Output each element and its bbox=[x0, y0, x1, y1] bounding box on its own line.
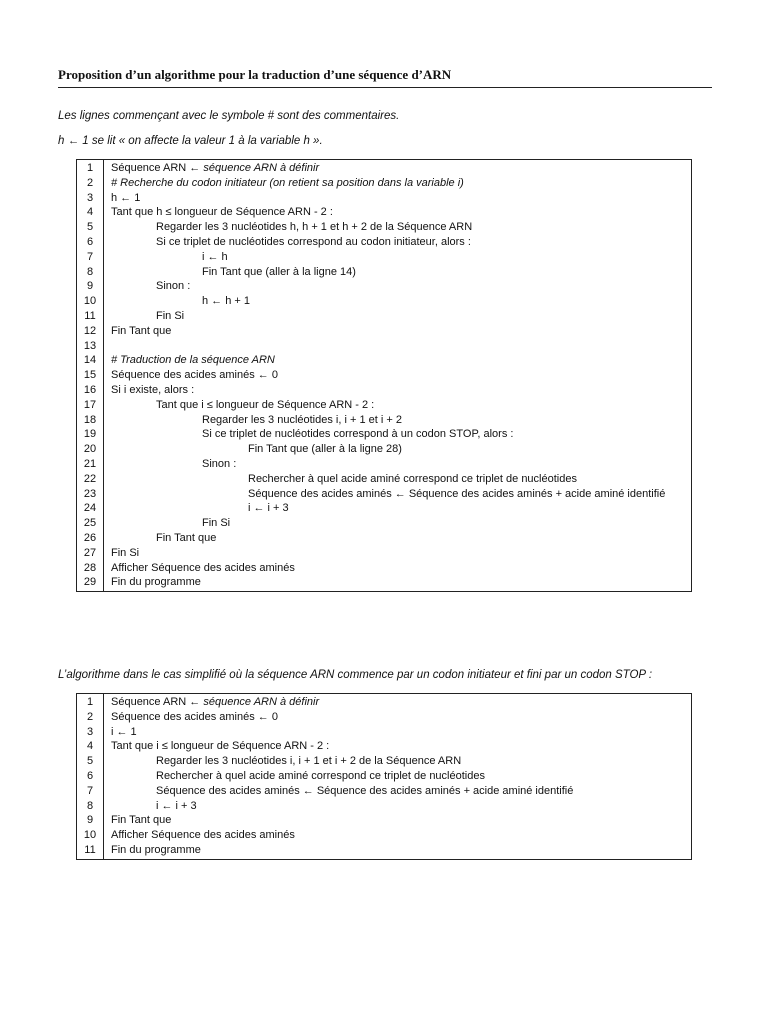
code-content bbox=[111, 488, 665, 500]
code-content bbox=[111, 428, 513, 440]
code-line bbox=[77, 769, 692, 784]
assignment-note: h ← 1 se lit « on affecte la valeur 1 à la variable h ». bbox=[58, 135, 323, 147]
line-number: 10 bbox=[77, 294, 104, 309]
line-number: 14 bbox=[77, 353, 104, 368]
code-line bbox=[77, 383, 692, 398]
code-line bbox=[77, 546, 692, 561]
line-number: 4 bbox=[77, 739, 104, 754]
code-content bbox=[111, 310, 184, 322]
line-number: 3 bbox=[77, 191, 104, 206]
code-line bbox=[77, 457, 692, 472]
code-text: Séquence ARN ← bbox=[111, 162, 204, 174]
code-text: Séquence des acides aminés ← 0 bbox=[111, 710, 278, 723]
code-italic-text: # Recherche du codon initiateur (on retient sa position dans la variable i) bbox=[111, 176, 464, 189]
line-code bbox=[104, 799, 692, 814]
code-italic-text: séquence ARN à définir bbox=[203, 696, 320, 708]
line-number: 29 bbox=[77, 575, 104, 591]
code-content bbox=[111, 770, 485, 782]
code-italic-text: # Traduction de la séquence ARN bbox=[111, 354, 275, 367]
code-text: h ← h + 1 bbox=[202, 295, 251, 308]
code-text: Tant que h ≤ longueur de Séquence ARN - 2 : bbox=[111, 206, 333, 219]
comments-note: Les lignes commençant avec le symbole # sont des commentaires. bbox=[58, 110, 400, 122]
line-code bbox=[104, 694, 692, 710]
line-code bbox=[104, 710, 692, 725]
line-code bbox=[104, 160, 692, 176]
code-line bbox=[77, 265, 692, 280]
code-line bbox=[77, 487, 692, 502]
code-line bbox=[77, 353, 692, 368]
line-code bbox=[104, 516, 692, 531]
line-number: 26 bbox=[77, 531, 104, 546]
code-text: Regarder les 3 nucléotides h, h + 1 et h + 2 de la Séquence ARN bbox=[156, 221, 473, 234]
code-text: Fin Tant que (aller à la ligne 28) bbox=[248, 443, 402, 456]
code-line bbox=[77, 160, 692, 176]
code-text: Fin du programme bbox=[111, 576, 201, 589]
code-line bbox=[77, 843, 692, 859]
line-code bbox=[104, 279, 692, 294]
code-line bbox=[77, 575, 692, 591]
code-text: Si ce triplet de nucléotides correspond à un codon STOP, alors : bbox=[202, 428, 514, 441]
code-text: Regarder les 3 nucléotides i, i + 1 et i + 2 bbox=[202, 413, 402, 426]
code-content bbox=[111, 502, 289, 514]
line-code bbox=[104, 250, 692, 265]
code-line bbox=[77, 501, 692, 516]
code-line bbox=[77, 828, 692, 843]
line-code bbox=[104, 265, 692, 280]
code-content bbox=[111, 162, 319, 174]
code-content bbox=[111, 576, 201, 588]
code-line bbox=[77, 294, 692, 309]
line-code bbox=[104, 828, 692, 843]
code-line bbox=[77, 561, 692, 576]
line-number: 18 bbox=[77, 413, 104, 428]
simplified-note: L’algorithme dans le cas simplifié où la séquence ARN commence par un codon initiateur et fini par un codon STOP : bbox=[58, 669, 653, 681]
line-code bbox=[104, 220, 692, 235]
code-content bbox=[111, 800, 197, 812]
code-line bbox=[77, 176, 692, 191]
code-content bbox=[111, 517, 230, 529]
code-text: Regarder les 3 nucléotides i, i + 1 et i + 2 de la Séquence ARN bbox=[156, 755, 462, 768]
line-number: 22 bbox=[77, 472, 104, 487]
line-number: 27 bbox=[77, 546, 104, 561]
line-number: 6 bbox=[77, 235, 104, 250]
line-code bbox=[104, 531, 692, 546]
line-code bbox=[104, 501, 692, 516]
line-code bbox=[104, 813, 692, 828]
line-code bbox=[104, 487, 692, 502]
line-code bbox=[104, 294, 692, 309]
line-code bbox=[104, 176, 692, 191]
code-content bbox=[111, 251, 228, 263]
line-code bbox=[104, 843, 692, 859]
code-text: i ← i + 3 bbox=[156, 799, 197, 812]
code-line bbox=[77, 472, 692, 487]
code-line bbox=[77, 279, 692, 294]
line-number: 6 bbox=[77, 769, 104, 784]
line-code bbox=[104, 739, 692, 754]
code-line bbox=[77, 442, 692, 457]
code-content bbox=[111, 280, 190, 292]
code-content bbox=[111, 532, 216, 544]
code-line bbox=[77, 739, 692, 754]
line-number: 10 bbox=[77, 828, 104, 843]
code-line bbox=[77, 191, 692, 206]
code-text: Tant que i ≤ longueur de Séquence ARN - 2 : bbox=[111, 740, 330, 753]
code-text: h ← 1 bbox=[111, 191, 141, 204]
code-line bbox=[77, 220, 692, 235]
line-code bbox=[104, 353, 692, 368]
code-content bbox=[111, 562, 295, 574]
line-code bbox=[104, 339, 692, 354]
code-content bbox=[111, 414, 402, 426]
code-content bbox=[111, 711, 278, 723]
line-number: 16 bbox=[77, 383, 104, 398]
code-line bbox=[77, 784, 692, 799]
code-text: Rechercher à quel acide aminé correspond ce triplet de nucléotides bbox=[156, 769, 485, 782]
code-text: i ← i + 3 bbox=[248, 502, 289, 515]
code-italic-text: séquence ARN à définir bbox=[203, 162, 320, 174]
line-code bbox=[104, 235, 692, 250]
code-content bbox=[111, 221, 472, 233]
code-text: Sinon : bbox=[156, 280, 191, 293]
code-text: i ← 1 bbox=[111, 725, 137, 738]
line-code bbox=[104, 546, 692, 561]
code-text: Fin Si bbox=[156, 309, 185, 322]
line-number: 24 bbox=[77, 501, 104, 516]
code-text: Fin Tant que bbox=[156, 531, 217, 544]
code-line bbox=[77, 413, 692, 428]
line-number: 7 bbox=[77, 784, 104, 799]
code-content bbox=[111, 295, 250, 307]
code-text: Afficher Séquence des acides aminés bbox=[111, 561, 295, 574]
line-code bbox=[104, 205, 692, 220]
line-code bbox=[104, 368, 692, 383]
line-number: 2 bbox=[77, 176, 104, 191]
line-code bbox=[104, 784, 692, 799]
code-content bbox=[111, 192, 140, 204]
code-content bbox=[111, 369, 278, 381]
code-line bbox=[77, 427, 692, 442]
line-number: 8 bbox=[77, 265, 104, 280]
line-number: 23 bbox=[77, 487, 104, 502]
code-content bbox=[111, 325, 171, 337]
code-text: Si i existe, alors : bbox=[111, 383, 195, 396]
code-content bbox=[111, 726, 137, 738]
code-line bbox=[77, 531, 692, 546]
code-line bbox=[77, 694, 692, 710]
code-line bbox=[77, 235, 692, 250]
line-code bbox=[104, 427, 692, 442]
code-content bbox=[111, 177, 464, 189]
code-text: Fin Si bbox=[202, 517, 231, 530]
line-code bbox=[104, 725, 692, 740]
code-line bbox=[77, 205, 692, 220]
line-number: 28 bbox=[77, 561, 104, 576]
line-code bbox=[104, 191, 692, 206]
line-number: 11 bbox=[77, 309, 104, 324]
code-text: Séquence des acides aminés ← Séquence des acides aminés + acide aminé identifié bbox=[248, 487, 666, 500]
code-content bbox=[111, 206, 333, 218]
line-number: 5 bbox=[77, 220, 104, 235]
line-number: 12 bbox=[77, 324, 104, 339]
line-number: 13 bbox=[77, 339, 104, 354]
code-content bbox=[111, 740, 329, 752]
line-code bbox=[104, 754, 692, 769]
code-content bbox=[111, 266, 356, 278]
line-number: 1 bbox=[77, 160, 104, 176]
line-code bbox=[104, 472, 692, 487]
line-number: 1 bbox=[77, 694, 104, 710]
code-line bbox=[77, 309, 692, 324]
code-line bbox=[77, 516, 692, 531]
code-text: Tant que i ≤ longueur de Séquence ARN - 2 : bbox=[156, 398, 375, 411]
algorithm-table-simplified bbox=[76, 693, 692, 860]
line-number: 20 bbox=[77, 442, 104, 457]
code-content bbox=[111, 814, 171, 826]
line-code bbox=[104, 324, 692, 339]
line-number: 15 bbox=[77, 368, 104, 383]
code-text: Séquence des acides aminés ← 0 bbox=[111, 369, 278, 382]
code-content bbox=[111, 785, 573, 797]
code-text: i ← h bbox=[202, 250, 228, 263]
line-number: 9 bbox=[77, 813, 104, 828]
line-number: 2 bbox=[77, 710, 104, 725]
algorithm-table-full bbox=[76, 159, 692, 592]
line-code bbox=[104, 398, 692, 413]
code-text: Séquence ARN ← bbox=[111, 696, 204, 708]
line-number: 11 bbox=[77, 843, 104, 859]
code-content bbox=[111, 844, 201, 856]
code-text: Rechercher à quel acide aminé correspond ce triplet de nucléotides bbox=[248, 472, 577, 485]
code-text: Fin Tant que (aller à la ligne 14) bbox=[202, 265, 356, 278]
line-number: 8 bbox=[77, 799, 104, 814]
line-code bbox=[104, 383, 692, 398]
code-text: Fin Tant que bbox=[111, 324, 172, 337]
code-content bbox=[111, 755, 461, 767]
line-number: 9 bbox=[77, 279, 104, 294]
code-content bbox=[111, 399, 374, 411]
code-content bbox=[111, 458, 236, 470]
line-code bbox=[104, 457, 692, 472]
code-content bbox=[111, 236, 471, 248]
code-text: Fin Tant que bbox=[111, 814, 172, 827]
line-number: 17 bbox=[77, 398, 104, 413]
line-number: 3 bbox=[77, 725, 104, 740]
code-content bbox=[111, 384, 194, 396]
code-text: Fin Si bbox=[111, 546, 140, 559]
line-number: 19 bbox=[77, 427, 104, 442]
page-title: Proposition d’un algorithme pour la traduction d’une séquence d’ARN bbox=[58, 67, 712, 88]
code-content bbox=[111, 547, 139, 559]
code-content bbox=[111, 443, 402, 455]
line-code bbox=[104, 561, 692, 576]
line-number: 5 bbox=[77, 754, 104, 769]
code-line bbox=[77, 710, 692, 725]
code-line bbox=[77, 398, 692, 413]
code-content bbox=[111, 829, 295, 841]
code-line bbox=[77, 754, 692, 769]
line-code bbox=[104, 442, 692, 457]
line-number: 7 bbox=[77, 250, 104, 265]
line-number: 4 bbox=[77, 205, 104, 220]
code-text: Sinon : bbox=[202, 457, 237, 470]
code-text: Afficher Séquence des acides aminés bbox=[111, 829, 295, 842]
line-number: 21 bbox=[77, 457, 104, 472]
line-number: 25 bbox=[77, 516, 104, 531]
code-text: Séquence des acides aminés ← Séquence des acides aminés + acide aminé identifié bbox=[156, 784, 574, 797]
line-code bbox=[104, 769, 692, 784]
line-code bbox=[104, 575, 692, 591]
line-code bbox=[104, 309, 692, 324]
code-line bbox=[77, 799, 692, 814]
code-line bbox=[77, 725, 692, 740]
code-content bbox=[111, 354, 275, 366]
code-line bbox=[77, 324, 692, 339]
code-text: Fin du programme bbox=[111, 843, 201, 856]
code-line bbox=[77, 339, 692, 354]
line-code bbox=[104, 413, 692, 428]
code-line bbox=[77, 813, 692, 828]
code-text: Si ce triplet de nucléotides correspond au codon initiateur, alors : bbox=[156, 235, 471, 248]
code-line bbox=[77, 250, 692, 265]
code-content bbox=[111, 473, 577, 485]
code-content bbox=[111, 696, 319, 708]
code-line bbox=[77, 368, 692, 383]
